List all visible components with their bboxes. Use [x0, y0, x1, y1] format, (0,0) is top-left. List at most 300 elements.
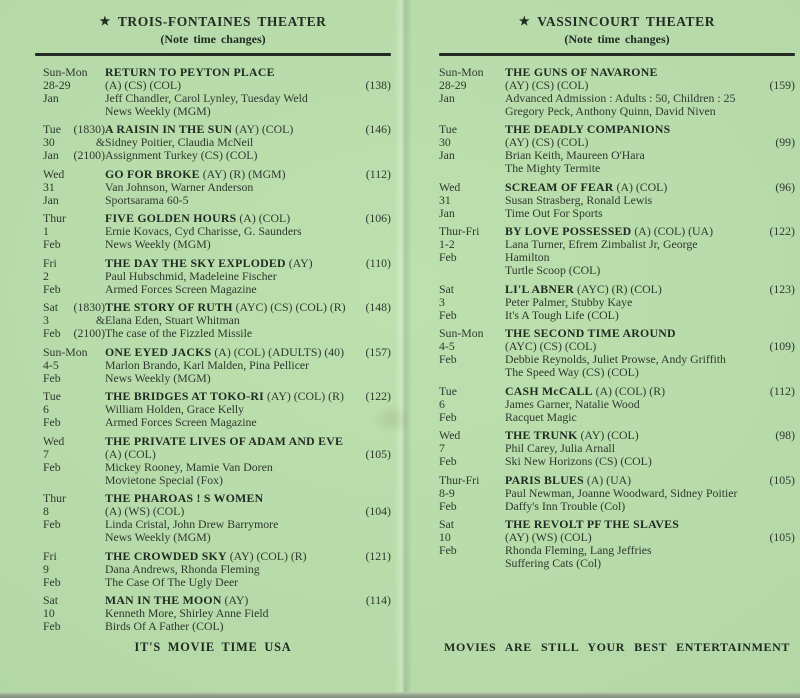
- entry-time: &: [95, 313, 105, 328]
- entry-content: [505, 385, 795, 424]
- entry-dates: [43, 301, 105, 340]
- line-text: (AY) (CS) (COL): [505, 77, 589, 92]
- entry-day: Jan: [43, 148, 59, 163]
- runtime: (121): [365, 548, 391, 563]
- entry-line: [105, 435, 391, 448]
- entry-date-row: [439, 283, 505, 296]
- entry-date-row: [439, 487, 505, 500]
- line-text: Debbie Reynolds, Juliet Prowse, Andy Griffith: [505, 352, 726, 367]
- entry-line: [505, 264, 795, 277]
- entry-line: [105, 168, 391, 181]
- line-text: SCREAM OF FEAR (A) (COL): [505, 179, 668, 194]
- entry-line: [505, 500, 795, 513]
- entry-dates: [439, 283, 505, 322]
- entry-day: Thur-Fri: [439, 472, 480, 487]
- line-text: Ernie Kovacs, Cyd Charisse, G. Saunders: [105, 224, 302, 239]
- movie-title: THE DEADLY COMPANIONS: [505, 122, 671, 137]
- schedule-entry: [439, 283, 795, 322]
- entry-date-row: [43, 372, 105, 385]
- schedule-entry: [43, 212, 391, 251]
- theater-title-line: [35, 12, 391, 32]
- entry-line: [505, 92, 795, 105]
- schedule-entry: [43, 301, 391, 340]
- entry-line: [505, 296, 795, 309]
- entry-day: 30: [43, 135, 55, 150]
- line-text: Paul Newman, Joanne Woodward, Sidney Poitier: [505, 485, 738, 500]
- entry-date-row: [43, 92, 105, 105]
- line-text: James Garner, Natalie Wood: [505, 396, 640, 411]
- schedule-entry: [43, 66, 391, 118]
- line-text: Suffering Cats (Col): [505, 556, 602, 571]
- entry-line: [505, 309, 795, 322]
- entry-day: Sat: [43, 300, 59, 315]
- entry-date-row: [43, 563, 105, 576]
- theater-note: (Note time changes): [564, 32, 670, 46]
- entry-date-row: [439, 251, 505, 264]
- entry-line: [505, 162, 795, 175]
- movie-title: THE PRIVATE LIVES OF ADAM AND EVE: [105, 433, 344, 448]
- entry-dates: [439, 66, 505, 118]
- entry-day: Feb: [43, 459, 61, 474]
- entry-dates: [439, 327, 505, 379]
- entry-content: [105, 435, 391, 487]
- line-text: Peter Palmer, Stubby Kaye: [505, 294, 633, 309]
- line-text: Sidney Poitier, Claudia McNeil: [105, 135, 254, 150]
- theater-title: TROIS-FONTAINES THEATER: [117, 14, 327, 29]
- movie-title: THE PHAROAS ! S WOMEN: [105, 491, 264, 506]
- entry-content: [505, 225, 795, 277]
- movie-title: THE BRIDGES AT TOKO-RI: [105, 389, 265, 404]
- entry-day: Feb: [43, 415, 61, 430]
- line-text: Advanced Admission : Adults : 50, Children : 25: [505, 90, 736, 105]
- runtime: (122): [365, 389, 391, 404]
- entry-content: [505, 327, 795, 379]
- entry-date-row: [439, 92, 505, 105]
- entry-content: [105, 492, 391, 544]
- movie-title: THE SECOND TIME AROUND: [505, 326, 676, 341]
- entry-dates: [43, 257, 105, 296]
- entry-date-row: [43, 168, 105, 181]
- column-footer: IT'S MOVIE TIME USA: [134, 640, 292, 654]
- movie-title: THE GUNS OF NAVARONE: [505, 64, 658, 79]
- entry-dates: [43, 212, 105, 251]
- line-text: Lana Turner, Efrem Zimbalist Jr, George: [505, 237, 698, 252]
- entry-day: Sun-Mon: [439, 64, 484, 79]
- entry-content: [505, 429, 795, 468]
- line-text: THE TRUNK (AY) (COL): [505, 428, 639, 443]
- entry-day: 2: [43, 268, 49, 283]
- line-text: [105, 66, 275, 79]
- line-text: It's A Tough Life (COL): [505, 307, 619, 322]
- column-footer: MOVIES ARE STILL YOUR BEST ENTERTAINMENT: [444, 640, 790, 654]
- line-text: The case of the Fizzled Missile: [105, 326, 253, 341]
- entry-date-row: [43, 194, 105, 207]
- entry-day: Sat: [439, 281, 455, 296]
- entry-dates: [439, 225, 505, 277]
- entry-day: 8: [43, 504, 49, 519]
- entry-line: [505, 207, 795, 220]
- line-text: News Weekly (MGM): [105, 103, 211, 118]
- schedule-entry: [43, 168, 391, 207]
- entry-day: 31: [43, 179, 55, 194]
- entry-dates: [439, 123, 505, 175]
- entry-day: Tue: [439, 122, 457, 137]
- movie-title: GO FOR BROKE: [105, 166, 200, 181]
- line-text: Elana Eden, Stuart Whitman: [105, 313, 240, 328]
- entry-date-row: [43, 390, 105, 403]
- movie-title: THE TRUNK: [505, 428, 578, 443]
- line-text: THE CROWDED SKY (AY) (COL) (R): [105, 548, 307, 563]
- entry-line: [105, 105, 391, 118]
- movie-title: SCREAM OF FEAR: [505, 179, 614, 194]
- entry-line: [505, 283, 795, 296]
- entry-date-row: [43, 327, 105, 340]
- entry-dates: [43, 346, 105, 385]
- entry-date-row: [439, 66, 505, 79]
- entry-line: [105, 448, 391, 461]
- movie-title: PARIS BLUES: [505, 472, 584, 487]
- schedule-entry: [439, 429, 795, 468]
- header-rule: [439, 53, 795, 56]
- entry-date-row: [439, 309, 505, 322]
- entry-content: [105, 594, 391, 633]
- schedule-entry: [43, 123, 391, 162]
- line-text: GO FOR BROKE (AY) (R) (MGM): [105, 166, 286, 181]
- entry-content: [105, 257, 391, 296]
- schedule-list: [439, 66, 795, 571]
- runtime: (99): [775, 135, 795, 150]
- line-text: The Speed Way (CS) (COL): [505, 365, 639, 380]
- line-text: Racquet Magic: [505, 409, 577, 424]
- line-text: Paul Hubschmid, Madeleine Fischer: [105, 268, 277, 283]
- runtime: (105): [769, 472, 795, 487]
- line-text: Dana Andrews, Rhonda Fleming: [105, 561, 260, 576]
- entry-day: 7: [439, 441, 445, 456]
- movie-title: A RAISIN IN THE SUN: [105, 122, 233, 137]
- entry-content: [505, 474, 795, 513]
- movie-title: THE STORY OF RUTH: [105, 300, 233, 315]
- entry-day: Feb: [439, 543, 457, 558]
- line-text: News Weekly (MGM): [105, 237, 211, 252]
- line-text: Movietone Special (Fox): [105, 472, 223, 487]
- entry-line: [105, 346, 391, 359]
- line-text: Armed Forces Screen Magazine: [105, 281, 257, 296]
- entry-date-row: [439, 455, 505, 468]
- movie-title: ONE EYED JACKS: [105, 344, 212, 359]
- line-text: Rhonda Fleming, Lang Jeffries: [505, 543, 652, 558]
- entry-dates: [43, 594, 105, 633]
- schedule-entry: [439, 181, 795, 220]
- entry-day: Wed: [43, 433, 65, 448]
- line-text: Phil Carey, Julia Arnall: [505, 441, 615, 456]
- theater-title: VASSINCOURT THEATER: [537, 14, 716, 29]
- entry-line: [505, 398, 795, 411]
- entry-day: 10: [439, 530, 451, 545]
- entry-date-row: [43, 576, 105, 589]
- line-text: Sportsarama 60-5: [105, 192, 189, 207]
- entry-day: Tue: [43, 122, 61, 137]
- entry-date-row: [439, 500, 505, 513]
- entry-line: [105, 461, 391, 474]
- entry-time: (2100): [73, 326, 105, 341]
- entry-time: &: [95, 135, 105, 150]
- schedule-entry: [439, 474, 795, 513]
- entry-day: Jan: [439, 148, 455, 163]
- entry-day: Wed: [439, 179, 461, 194]
- entry-day: 28-29: [439, 77, 467, 92]
- entry-day: 1: [43, 224, 49, 239]
- line-text: [505, 66, 658, 79]
- entry-line: [105, 238, 391, 251]
- runtime: (146): [365, 122, 391, 137]
- entry-line: [505, 181, 795, 194]
- entry-dates: [439, 429, 505, 468]
- line-text: THE DAY THE SKY EXPLODED (AY): [105, 255, 313, 270]
- runtime: (109): [769, 339, 795, 354]
- entry-day: Feb: [43, 619, 61, 634]
- line-text: (AY) (WS) (COL): [505, 530, 592, 545]
- line-text: (AY) (CS) (COL): [505, 135, 589, 150]
- entry-day: 30: [439, 135, 451, 150]
- entry-content: [105, 301, 391, 340]
- line-text: Kenneth More, Shirley Anne Field: [105, 606, 269, 621]
- schedule-entry: [43, 390, 391, 429]
- line-text: Linda Cristal, John Drew Barrymore: [105, 517, 279, 532]
- line-text: Susan Strasberg, Ronald Lewis: [505, 192, 653, 207]
- entry-day: Tue: [43, 389, 61, 404]
- entry-day: Feb: [43, 281, 61, 296]
- line-text: MAN IN THE MOON (AY): [105, 593, 249, 608]
- line-text: [105, 435, 343, 448]
- schedule-entry: [43, 346, 391, 385]
- entry-date-row: [43, 461, 105, 474]
- entry-day: Feb: [439, 352, 457, 367]
- entry-line: [105, 327, 391, 340]
- runtime: (106): [365, 211, 391, 226]
- movie-title: FIVE GOLDEN HOURS: [105, 211, 237, 226]
- entry-content: [505, 518, 795, 570]
- entry-day: Wed: [439, 428, 461, 443]
- line-text: A RAISIN IN THE SUN (AY) (COL): [105, 122, 294, 137]
- line-text: William Holden, Grace Kelly: [105, 402, 245, 417]
- entry-dates: [439, 518, 505, 570]
- line-text: Time Out For Sports: [505, 205, 603, 220]
- entry-day: Thur-Fri: [439, 224, 480, 239]
- entry-date-row: [43, 149, 105, 162]
- entry-line: [505, 557, 795, 570]
- entry-day: Feb: [43, 370, 61, 385]
- entry-day: Feb: [43, 326, 61, 341]
- entry-content: [505, 181, 795, 220]
- entry-dates: [43, 390, 105, 429]
- line-text: BY LOVE POSSESSED (A) (COL) (UA): [505, 224, 713, 239]
- entry-line: [505, 411, 795, 424]
- entry-dates: [439, 385, 505, 424]
- entry-day: Jan: [439, 205, 455, 220]
- line-text: THE STORY OF RUTH (AYC) (CS) (COL) (R): [105, 300, 346, 315]
- entry-date-row: [43, 435, 105, 448]
- entry-date-row: [43, 257, 105, 270]
- entry-dates: [43, 168, 105, 207]
- line-text: Van Johnson, Warner Anderson: [105, 179, 254, 194]
- entry-day: Feb: [439, 409, 457, 424]
- line-text: Turtle Scoop (COL): [505, 263, 601, 278]
- line-text: Hamilton: [505, 250, 550, 265]
- entry-date-row: [439, 181, 505, 194]
- line-text: PARIS BLUES (A) (UA): [505, 472, 632, 487]
- schedule-entry: [43, 257, 391, 296]
- entry-line: [105, 550, 391, 563]
- entry-content: [105, 390, 391, 429]
- entry-day: Feb: [43, 574, 61, 589]
- entry-line: [505, 194, 795, 207]
- entry-date-row: [43, 416, 105, 429]
- runtime: (157): [365, 344, 391, 359]
- entry-content: [505, 123, 795, 175]
- line-text: News Weekly (MGM): [105, 530, 211, 545]
- entry-day: Feb: [43, 517, 61, 532]
- schedule-entry: [439, 385, 795, 424]
- line-text: News Weekly (MGM): [105, 370, 211, 385]
- line-text: ONE EYED JACKS (A) (COL) (ADULTS) (40): [105, 344, 345, 359]
- entry-day: Feb: [439, 498, 457, 513]
- entry-day: Jan: [43, 90, 59, 105]
- schedule-entry: [43, 435, 391, 487]
- header-rule: [35, 53, 391, 56]
- entry-dates: [43, 435, 105, 487]
- entry-line: [105, 372, 391, 385]
- line-text: Mickey Rooney, Mamie Van Doren: [105, 459, 273, 474]
- runtime: (159): [769, 77, 795, 92]
- entry-day: 4-5: [439, 339, 455, 354]
- entry-content: [105, 346, 391, 385]
- entry-day: Thur: [43, 211, 66, 226]
- entry-date-row: [439, 296, 505, 309]
- entry-day: 10: [43, 606, 55, 621]
- entry-date-row: [43, 620, 105, 633]
- line-text: LI'L ABNER (AYC) (R) (COL): [505, 281, 662, 296]
- runtime: (138): [365, 77, 391, 92]
- entry-date-row: [43, 79, 105, 92]
- movie-title: MAN IN THE MOON: [105, 593, 222, 608]
- entry-date-row: [439, 544, 505, 557]
- entry-day: Fri: [43, 255, 57, 270]
- entry-dates: [43, 66, 105, 118]
- entry-day: 8-9: [439, 485, 455, 500]
- line-text: Armed Forces Screen Magazine: [105, 415, 257, 430]
- entry-date-row: [43, 518, 105, 531]
- entry-date-row: [43, 448, 105, 461]
- line-text: CASH McCALL (A) (COL) (R): [505, 383, 666, 398]
- entry-line: [105, 620, 391, 633]
- entry-line: [505, 455, 795, 468]
- schedule-entry: [43, 550, 391, 589]
- entry-date-row: [439, 149, 505, 162]
- entry-day: Jan: [43, 192, 59, 207]
- line-text: (A) (WS) (COL): [105, 504, 185, 519]
- entry-day: Wed: [43, 166, 65, 181]
- entry-date-row: [439, 79, 505, 92]
- entry-line: [505, 66, 795, 79]
- entry-line: [105, 416, 391, 429]
- entry-date-row: [439, 207, 505, 220]
- entry-content: [105, 66, 391, 118]
- line-text: THE BRIDGES AT TOKO-RI (AY) (COL) (R): [105, 389, 344, 404]
- star-icon: ★: [99, 14, 111, 28]
- entry-content: [105, 212, 391, 251]
- movie-title: BY LOVE POSSESSED: [505, 224, 632, 239]
- line-text: The Mighty Termite: [505, 161, 601, 176]
- movie-title: CASH McCALL: [505, 383, 593, 398]
- entry-date-row: [439, 411, 505, 424]
- entry-day: Jan: [439, 90, 455, 105]
- movie-title: RETURN TO PEYTON PLACE: [105, 64, 275, 79]
- entry-dates: [439, 181, 505, 220]
- entry-line: [505, 79, 795, 92]
- entry-line: [105, 181, 391, 194]
- line-text: Birds Of A Father (COL): [105, 619, 224, 634]
- theater-header: [35, 12, 391, 47]
- runtime: (148): [365, 300, 391, 315]
- entry-date-row: [43, 346, 105, 359]
- line-text: (A) (COL): [105, 446, 156, 461]
- runtime: (112): [365, 166, 391, 181]
- entry-day: Fri: [43, 548, 57, 563]
- runtime: (98): [775, 428, 795, 443]
- entry-date-row: [43, 270, 105, 283]
- line-text: The Case Of The Ugly Deer: [105, 574, 239, 589]
- entry-date-row: [439, 353, 505, 366]
- entry-content: [505, 283, 795, 322]
- entry-dates: [439, 474, 505, 513]
- line-text: Ski New Horizons (CS) (COL): [505, 454, 652, 469]
- entry-time: (1830): [73, 122, 105, 137]
- entry-day: Tue: [439, 383, 457, 398]
- entry-line: [505, 366, 795, 379]
- movie-title: THE REVOLT PF THE SLAVES: [505, 517, 680, 532]
- entry-day: Feb: [439, 307, 457, 322]
- theater-title-line: [439, 12, 795, 32]
- schedule-entry: [439, 518, 795, 570]
- entry-day: 3: [43, 313, 49, 328]
- entry-content: [505, 66, 795, 118]
- entry-date-row: [439, 429, 505, 442]
- line-text: (A) (CS) (COL): [105, 77, 182, 92]
- entry-line: [105, 79, 391, 92]
- entry-day: Sat: [43, 593, 59, 608]
- entry-day: 6: [439, 396, 445, 411]
- entry-line: [505, 385, 795, 398]
- entry-time: (2100): [73, 148, 105, 163]
- runtime: (96): [775, 179, 795, 194]
- entry-date-row: [43, 492, 105, 505]
- entry-date-row: [439, 474, 505, 487]
- entry-dates: [43, 492, 105, 544]
- entry-date-row: [439, 194, 505, 207]
- entry-line: [105, 92, 391, 105]
- entry-content: [105, 550, 391, 589]
- movie-title: THE CROWDED SKY: [105, 548, 227, 563]
- entry-day: Sat: [439, 517, 455, 532]
- entry-day: Sun-Mon: [439, 326, 484, 341]
- entry-day: Feb: [439, 454, 457, 469]
- entry-date-row: [439, 398, 505, 411]
- theater-header: [439, 12, 795, 47]
- entry-day: Feb: [43, 237, 61, 252]
- runtime: (114): [365, 593, 391, 608]
- entry-line: [105, 194, 391, 207]
- entry-dates: [43, 550, 105, 589]
